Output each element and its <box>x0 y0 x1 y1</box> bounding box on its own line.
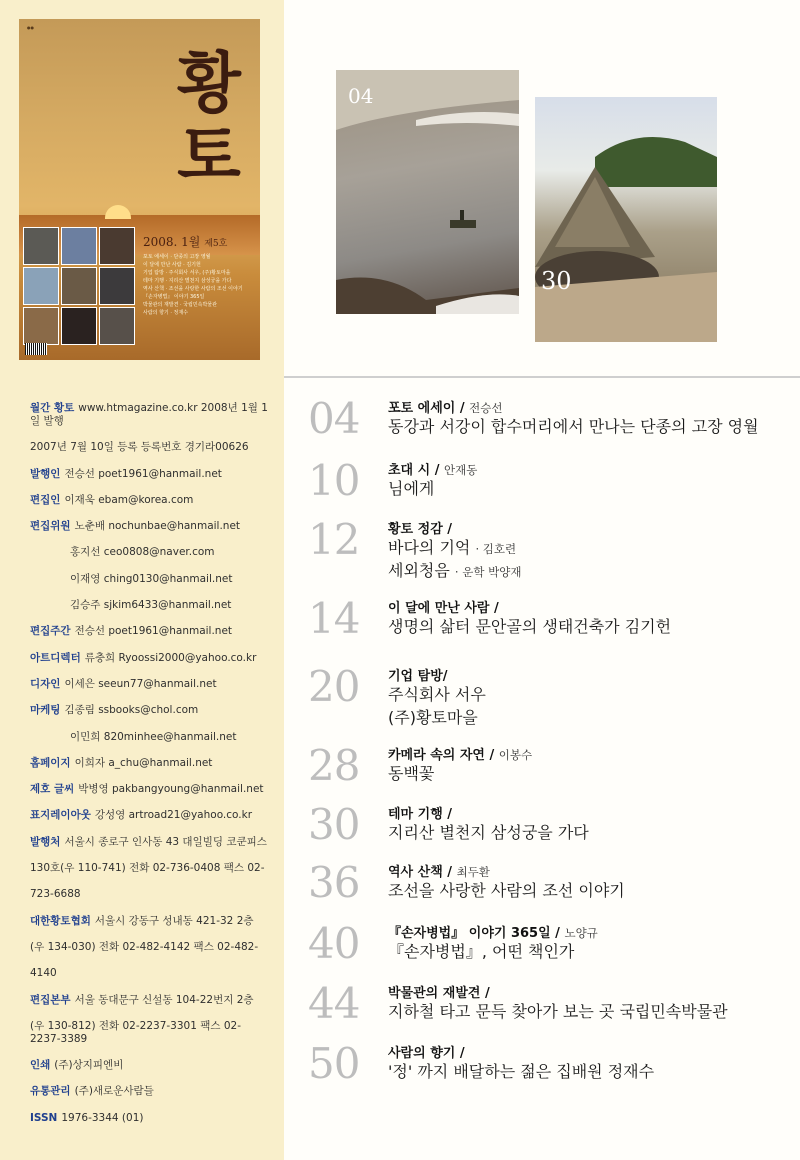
masthead-text: 이세은 seeun77@hanmail.net <box>64 677 217 690</box>
article-title-text: 바다의 기억 <box>388 538 471 557</box>
article-title-text: 조선을 사랑한 사람의 조선 이야기 <box>388 881 625 900</box>
cover-list-item: 사람의 향기 · 정재수 <box>143 310 188 316</box>
masthead-label: 인쇄 <box>30 1059 51 1072</box>
masthead-row <box>30 862 270 875</box>
section-heading <box>388 597 499 616</box>
masthead-text: 서울시 종로구 인사동 43 대일빌딩 코쿤피스 <box>64 835 267 848</box>
masthead-row <box>30 809 270 822</box>
section-title: 초대 시 / <box>388 463 440 478</box>
cover-thumb <box>61 307 97 345</box>
article-title <box>388 880 625 903</box>
photo-page-number: 30 <box>541 267 572 295</box>
masthead-row <box>30 731 270 744</box>
section-title: 역사 산책 / <box>388 865 453 880</box>
article-title <box>388 616 671 639</box>
cover-header-text: ●● <box>27 25 34 30</box>
photo-page-number: 04 <box>348 84 374 108</box>
article-title <box>388 1061 654 1084</box>
cover-issue: 제5호 <box>204 239 228 249</box>
page-number: 40 <box>308 919 360 968</box>
masthead-label: 발행인 <box>30 467 61 480</box>
cover-date-text: 2008. 1월 <box>143 235 201 249</box>
article-title <box>388 941 574 964</box>
section-heading <box>388 744 532 763</box>
cover-date <box>143 233 227 250</box>
masthead-text: 이재욱 ebam@korea.com <box>64 493 194 506</box>
article-title-text: 세외청음 <box>388 561 450 580</box>
masthead <box>30 402 270 1138</box>
masthead-row <box>30 915 270 928</box>
masthead-text: 이민희 820minhee@hanmail.net <box>70 730 237 743</box>
masthead-row <box>30 652 270 665</box>
article-title <box>388 763 434 786</box>
masthead-text: 서울 동대문구 신설동 104-22번지 2층 <box>74 993 254 1006</box>
masthead-row <box>30 757 270 770</box>
masthead-text: 2007년 7월 10일 등록 등록번호 경기라00626 <box>30 441 249 454</box>
masthead-label: 마케팅 <box>30 704 61 717</box>
article-titles <box>388 537 521 583</box>
masthead-text: (우 130-812) 전화 02-2237-3301 팩스 02-2237-3389 <box>30 1019 241 1045</box>
section-heading <box>388 518 452 537</box>
cover-list-item: 이 달에 만난 사람 · 김기헌 <box>143 262 201 268</box>
page-number: 20 <box>308 662 360 711</box>
masthead-row <box>30 625 270 638</box>
masthead-row <box>30 441 270 454</box>
article-title <box>388 537 521 560</box>
masthead-row <box>30 1085 270 1098</box>
masthead-text: (주)상지피엔비 <box>54 1059 124 1072</box>
section-heading <box>388 397 502 416</box>
article-title <box>388 822 589 845</box>
masthead-row <box>30 468 270 481</box>
article-titles <box>388 1001 728 1024</box>
cover-title <box>169 44 249 194</box>
section-title: 박물관의 재발견 / <box>388 986 490 1001</box>
section-author: 최두환 <box>456 865 490 879</box>
masthead-label: 아트디렉터 <box>30 651 81 664</box>
masthead-row <box>30 888 270 901</box>
masthead-row <box>30 836 270 849</box>
masthead-row <box>30 704 270 717</box>
section-title: 『손자병법』 이야기 365일 / <box>388 926 560 941</box>
masthead-label: 표지레이아웃 <box>30 809 91 822</box>
article-titles <box>388 616 671 639</box>
masthead-text: 1976-3344 (01) <box>61 1111 144 1124</box>
masthead-text: 홍지선 ceo0808@naver.com <box>70 546 215 559</box>
masthead-row <box>30 994 270 1007</box>
masthead-row <box>30 494 270 507</box>
masthead-text: 이희자 a_chu@hanmail.net <box>74 756 213 769</box>
masthead-label: 월간 황토 <box>30 402 75 414</box>
article-title-text: 생명의 삶터 문안골의 생태건축가 김기헌 <box>388 617 672 636</box>
section-heading <box>388 665 448 684</box>
masthead-text: 전승선 poet1961@hanmail.net <box>64 467 222 480</box>
article-titles <box>388 880 625 903</box>
masthead-row <box>30 1020 270 1046</box>
photo-thatched-hut <box>535 97 717 342</box>
masthead-label: 편집본부 <box>30 993 71 1006</box>
article-titles <box>388 822 589 845</box>
masthead-text: 이재영 ching0130@hanmail.net <box>70 572 233 585</box>
masthead-text: 4140 <box>30 967 57 980</box>
page-number: 04 <box>308 394 360 443</box>
cover-list-item: 『손자병법』 이야기 365일 <box>143 294 205 300</box>
article-title <box>388 1001 728 1024</box>
masthead-text: 전승선 poet1961@hanmail.net <box>74 625 233 638</box>
masthead-row <box>30 546 270 559</box>
masthead-row <box>30 599 270 612</box>
masthead-label: ISSN <box>30 1111 58 1124</box>
page-number: 12 <box>308 515 360 564</box>
article-byline: · 운학 박양재 <box>454 565 522 579</box>
masthead-row <box>30 941 270 954</box>
page-number: 14 <box>308 594 360 643</box>
section-heading <box>388 1042 465 1061</box>
masthead-label: 편집주간 <box>30 625 71 638</box>
masthead-text: (주)새로운사람들 <box>74 1085 154 1098</box>
divider <box>284 376 800 378</box>
masthead-label: 편집위원 <box>30 520 71 533</box>
article-title-text: 님에게 <box>388 479 435 498</box>
section-title: 포토 에세이 / <box>388 401 465 416</box>
cover-contents-list <box>143 253 257 317</box>
cover-thumb <box>23 307 59 345</box>
magazine-cover <box>19 19 260 360</box>
masthead-row <box>30 1112 270 1125</box>
masthead-row <box>30 783 270 796</box>
page-number: 28 <box>308 741 360 790</box>
masthead-text: 강성영 artroad21@yahoo.co.kr <box>94 809 253 822</box>
article-title-text: 동백꽃 <box>388 764 435 783</box>
section-title: 황토 정감 / <box>388 522 453 537</box>
masthead-label: 디자인 <box>30 677 61 690</box>
cover-title-line1: 황 <box>177 44 241 122</box>
cover-list-item: 포토 에세이 · 단종의 고장 영월 <box>143 254 211 260</box>
article-title-text: (주)황토마을 <box>388 708 478 727</box>
article-title-text: 동강과 서강이 합수머리에서 만나는 단종의 고장 영월 <box>388 417 759 436</box>
page-number: 36 <box>308 858 360 907</box>
masthead-row <box>30 1059 270 1072</box>
article-titles <box>388 941 574 964</box>
article-title <box>388 560 521 583</box>
sun-icon <box>105 205 131 219</box>
masthead-text: 김종림 ssbooks@chol.com <box>64 704 199 717</box>
masthead-text: 서울시 강동구 성내동 421-32 2층 <box>94 914 254 927</box>
cover-thumb <box>61 267 97 305</box>
cover-thumb <box>23 227 59 265</box>
article-title-text: 지리산 별천지 삼성궁을 가다 <box>388 823 589 842</box>
article-titles <box>388 1061 654 1084</box>
masthead-row <box>30 967 270 980</box>
masthead-text: (우 134-030) 전화 02-482-4142 팩스 02-482- <box>30 940 259 953</box>
page-number: 50 <box>308 1039 360 1088</box>
masthead-text: 노춘배 nochunbae@hanmail.net <box>74 520 241 533</box>
section-heading <box>388 982 490 1001</box>
article-title <box>388 707 486 730</box>
article-title <box>388 416 759 439</box>
cover-title-line2: 토 <box>177 116 241 194</box>
masthead-label: 홈페이지 <box>30 756 71 769</box>
masthead-text: 김승주 sjkim6433@hanmail.net <box>70 599 232 612</box>
cover-list-item: 기업 탐방 · 주식회사 서우, (주)황토마을 <box>143 270 231 276</box>
barcode-icon <box>25 343 47 355</box>
article-title-text: 『손자병법』, 어떤 책인가 <box>388 942 575 961</box>
section-heading <box>388 803 452 822</box>
page-number: 44 <box>308 979 360 1028</box>
masthead-text: www.htmagazine.co.kr 2008년 1월 1일 발행 <box>30 402 268 427</box>
article-titles <box>388 416 759 439</box>
section-title: 기업 탐방/ <box>388 669 448 684</box>
section-author: 전승선 <box>469 401 503 415</box>
cover-thumb <box>99 267 135 305</box>
page-number: 10 <box>308 456 360 505</box>
section-heading <box>388 861 490 880</box>
section-author: 노양규 <box>564 926 598 940</box>
cover-list-item: 역사 산책 · 조선을 사랑한 사람의 조선 이야기 <box>143 286 243 292</box>
article-title-text: 지하철 타고 문득 찾아가 보는 곳 국립민속박물관 <box>388 1002 728 1021</box>
article-title-text: '정' 까지 배달하는 젊은 집배원 정재수 <box>388 1062 655 1081</box>
article-title <box>388 478 434 501</box>
cover-list-item: 박물관의 재발견 · 국립민속박물관 <box>143 302 217 308</box>
sidebar <box>0 0 284 1160</box>
masthead-label: 제호 글씨 <box>30 783 75 796</box>
masthead-row <box>30 520 270 533</box>
masthead-label: 발행처 <box>30 835 61 848</box>
masthead-row <box>30 402 270 428</box>
article-title <box>388 684 486 707</box>
section-author: 이봉수 <box>498 748 533 762</box>
masthead-label: 편집인 <box>30 493 61 506</box>
masthead-text: 723-6688 <box>30 888 81 901</box>
article-title-text: 주식회사 서우 <box>388 685 486 704</box>
section-author: 안재동 <box>444 463 478 477</box>
article-titles <box>388 684 486 730</box>
photo-river-boat <box>336 70 519 314</box>
masthead-text: 130호(우 110-741) 전화 02-736-0408 팩스 02- <box>30 862 265 875</box>
cover-thumb <box>99 307 135 345</box>
masthead-row <box>30 573 270 586</box>
article-byline: · 김호련 <box>475 542 517 556</box>
hut-scene <box>535 97 717 342</box>
cover-thumb <box>99 227 135 265</box>
cover-thumb <box>61 227 97 265</box>
section-heading <box>388 459 477 478</box>
cover-list-item: 테마 기행 · 지리산 별천지 삼성궁을 가다 <box>143 278 232 284</box>
masthead-label: 대한황토협회 <box>30 914 91 927</box>
article-titles <box>388 478 434 501</box>
section-title: 이 달에 만난 사람 / <box>388 601 499 616</box>
masthead-text: 박병영 pakbangyoung@hanmail.net <box>78 783 264 796</box>
section-heading <box>388 922 598 941</box>
article-titles <box>388 763 434 786</box>
section-title: 사람의 향기 / <box>388 1046 465 1061</box>
cover-thumb <box>23 267 59 305</box>
page-number: 30 <box>308 800 360 849</box>
masthead-label: 유통관리 <box>30 1085 71 1098</box>
section-title: 카메라 속의 자연 / <box>388 748 495 763</box>
masthead-row <box>30 678 270 691</box>
section-title: 테마 기행 / <box>388 807 453 822</box>
masthead-text: 류충희 Ryoossi2000@yahoo.co.kr <box>84 651 257 664</box>
